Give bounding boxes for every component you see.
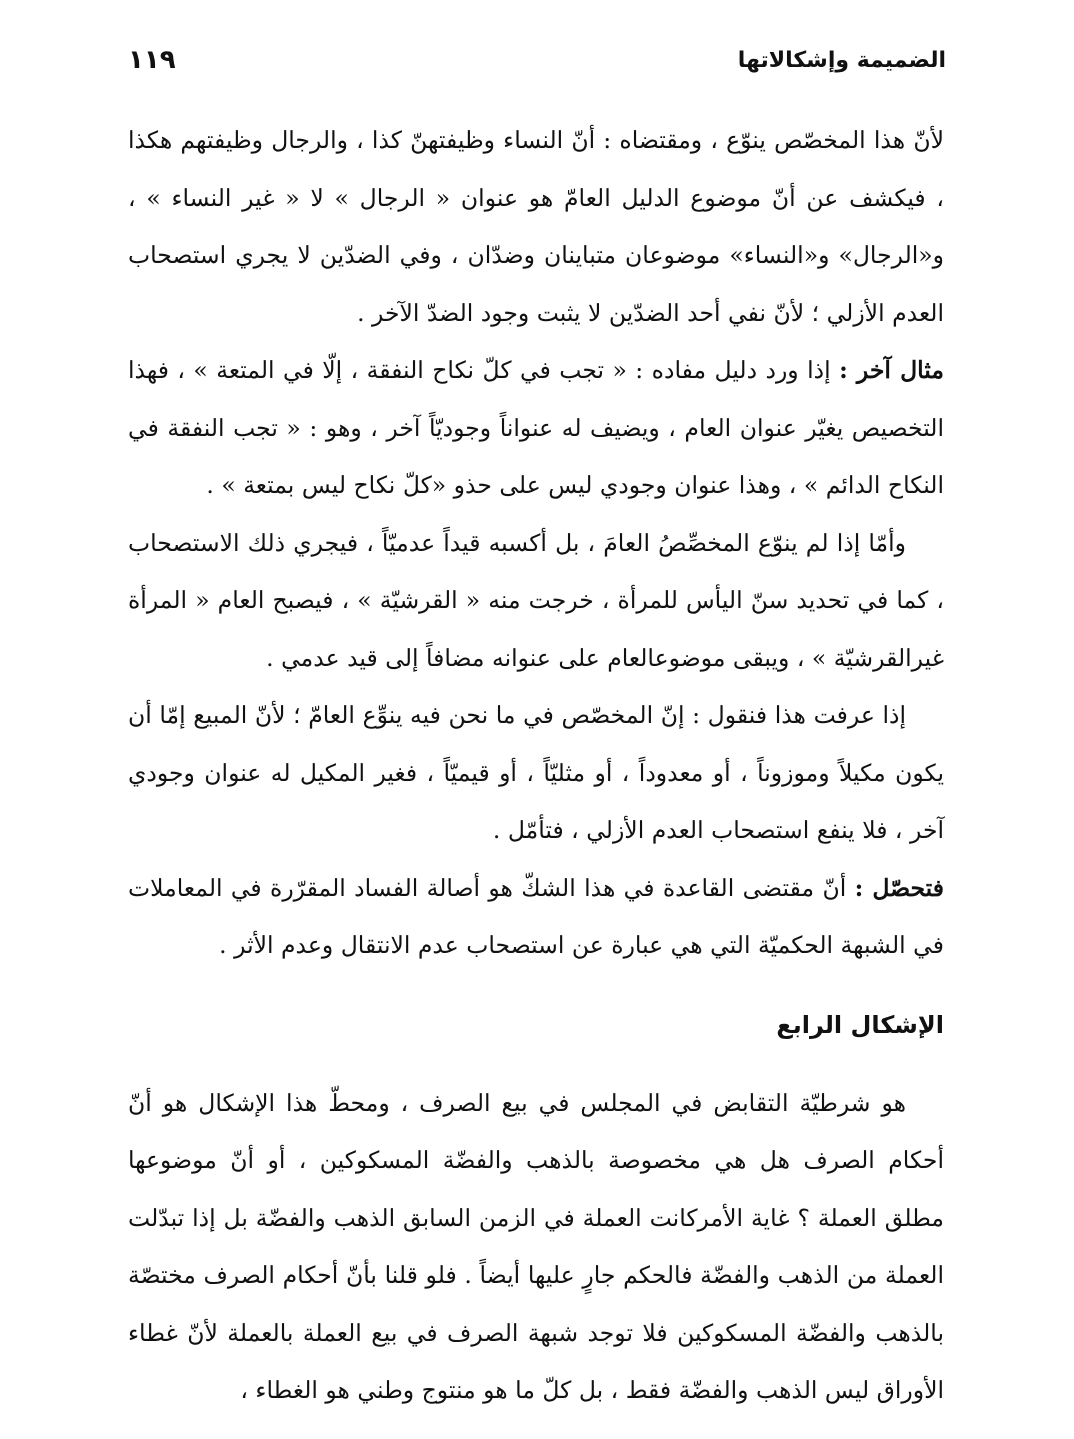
paragraph-text: إذا عرفت هذا فنقول : إنّ المخصّص في ما نحن فيه ينوِّع العامّ ؛ لأنّ المبيع إمّا أن يكون مكيلاً وموزوناً ، أو معدوداً ، أو مثليّاً ، أو قيميّاً ، فغير المكيل له عنوان وجودي آخر ، فلا ينفع استصحاب العدم الأزلي ، فتأمّل .	[128, 701, 944, 844]
paragraph-application	[128, 687, 944, 860]
paragraph-text: لأنّ هذا المخصّص ينوّع ، ومقتضاه : أنّ النساء وظيفتهنّ كذا ، والرجال وظيفتهم هكذا ، فيكشف عن أنّ موضوع الدليل العامّ هو عنوان « الرجال » لا « غير النساء » ، و«الرجال» و«النساء» موضوعان متباينان وضدّان ، وفي الضدّين لا يجري استصحاب العدم الأزلي ؛ لأنّ نفي أحد الضدّين لا يثبت وجود الضدّ الآخر .	[128, 126, 944, 327]
paragraph-text: أنّ مقتضى القاعدة في هذا الشكّ هو أصالة الفساد المقرّرة في المعاملات في الشبهة الحكميّة التي هي عبارة عن استصحاب عدم الانتقال وعدم الأثر .	[128, 873, 944, 959]
paragraph-text: هو شرطيّة التقابض في المجلس في بيع الصرف ، ومحطّ هذا الإشكال هو أنّ أحكام الصرف هل هي مخصوصة بالذهب والفضّة المسكوكين ، أو أنّ موضوعها مطلق العملة ؟ غاية الأمركانت العملة في الزمن السابق الذهب والفضّة بل إذا تبدّلت العملة من الذهب والفضّة فالحكم جارٍ عليها أيضاً . فلو قلنا بأنّ أحكام الصرف مختصّة بالذهب والفضّة المسكوكين فلا توجد شبهة الصرف في بيع العملة بالعملة لأنّ غطاء الأوراق ليس الذهب والفضّة فقط ، بل كلّ ما هو منتوج وطني هو الغطاء ،	[128, 1088, 944, 1404]
running-title: الضميمة وإشكالاتها	[737, 47, 946, 73]
page-number: ١١٩	[128, 45, 176, 75]
paragraph-text: وأمّا إذا لم ينوّع المخصِّصُ العامَ ، بل أكسبه قيداً عدميّاً ، فيجري ذلك الاستصحاب ، كما في تحديد سنّ اليأس للمرأة ، خرجت منه « القرشيّة » ، فيصبح العام « المرأة غيرالقرشيّة » ، ويبقى موضوعالعام على عنوانه مضافاً إلى قيد عدمي .	[128, 528, 944, 672]
body-text	[128, 112, 944, 1420]
paragraph-text: إذا ورد دليل مفاده : « تجب في كلّ نكاح النفقة ، إلّا في المتعة » ، فهذا التخصيص يغيّر عنوان العام ، ويضيف له عنواناً وجوديّاً آخر ، وهو : « تجب النفقة في النكاح الدائم » ، وهذا عنوان وجودي ليس على حذو «كلّ نكاح ليس بمتعة » .	[128, 356, 944, 499]
paragraph-lead: مثال آخر :	[839, 356, 944, 384]
paragraph-conclusion	[128, 860, 944, 975]
paragraph-restrictive-case	[128, 515, 944, 688]
section-heading: الإشكال الرابع	[776, 1010, 944, 1039]
running-header	[128, 40, 946, 80]
paragraph-continuation	[128, 112, 944, 342]
paragraph-example	[128, 342, 944, 515]
paragraph-lead: فتحصّل :	[854, 873, 944, 902]
paragraph-section-body	[128, 1075, 944, 1420]
